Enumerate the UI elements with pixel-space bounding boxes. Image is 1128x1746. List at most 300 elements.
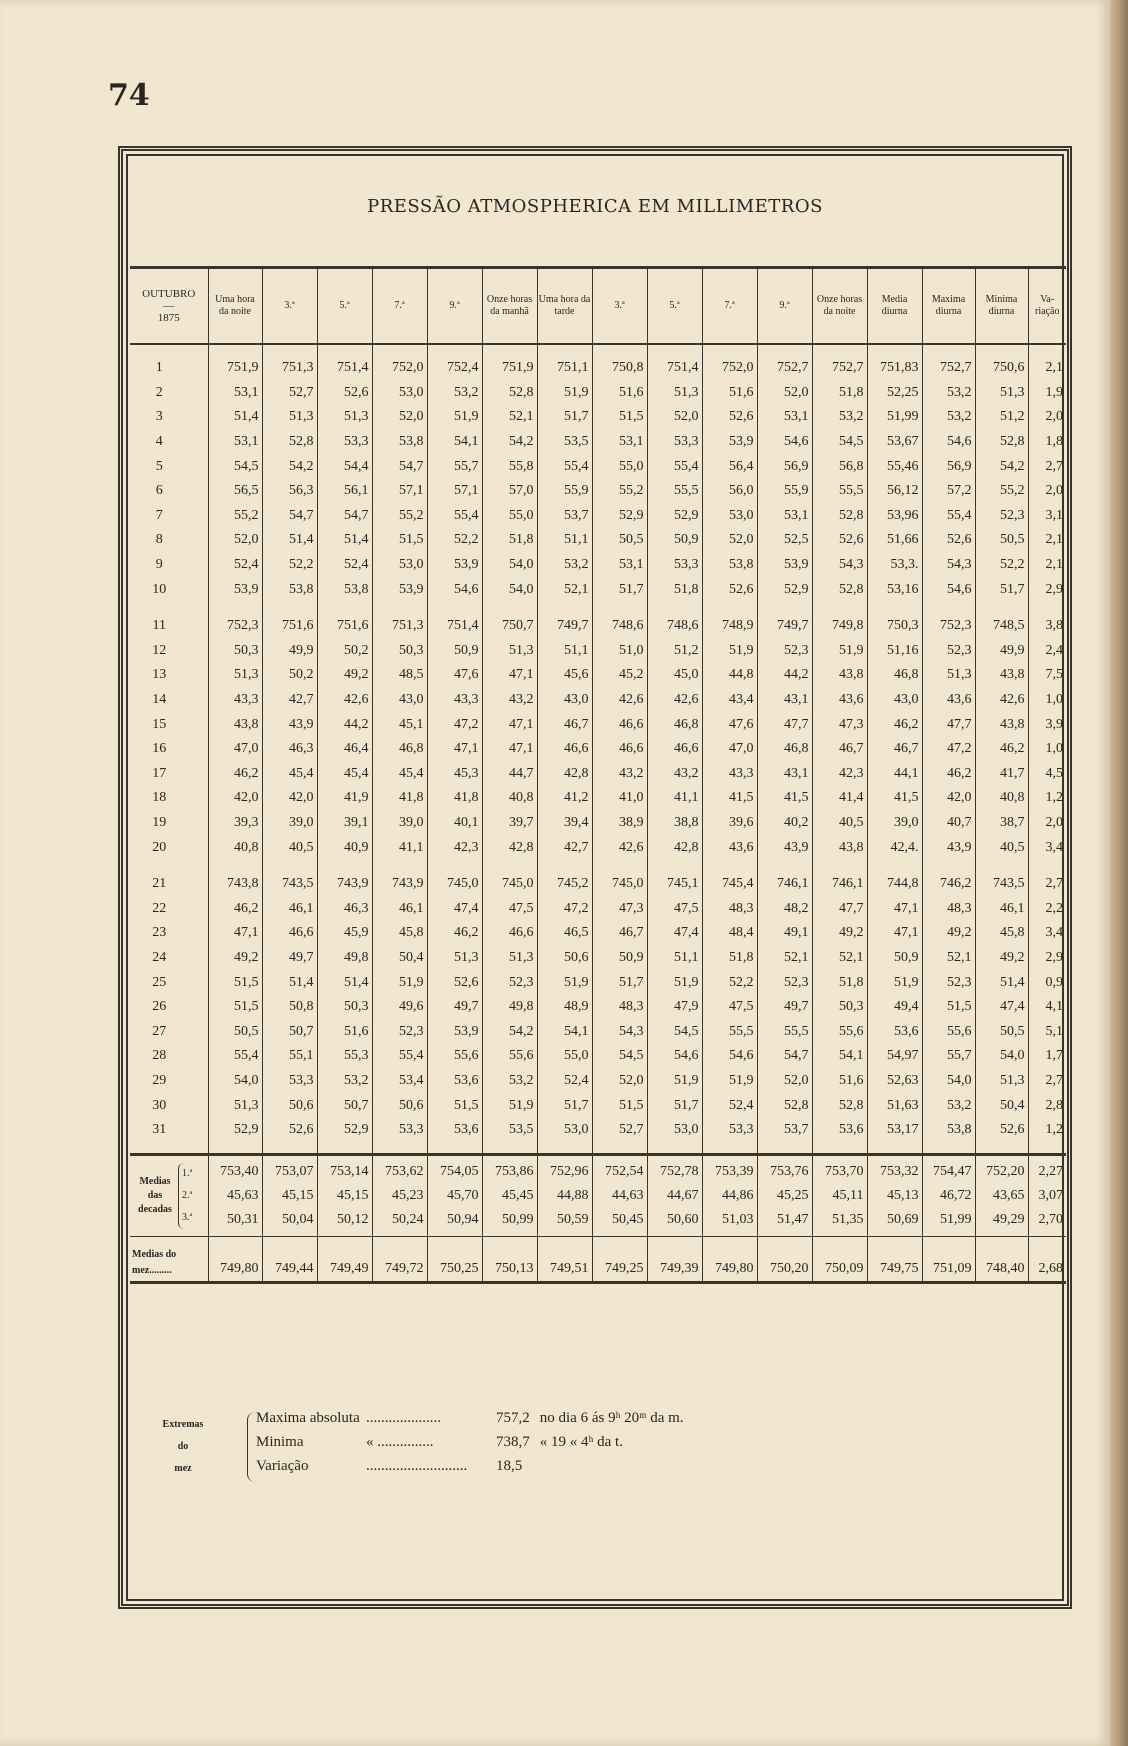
value-cell: 5,1 — [1028, 1019, 1066, 1044]
value-cell: 52,4 — [702, 1093, 757, 1118]
value-cell: 53,2 — [922, 1093, 975, 1118]
table-row — [130, 479, 1066, 504]
extrema-dots: ........................... — [366, 1458, 468, 1474]
value-cell: 49,2 — [922, 921, 975, 946]
decade-means-cell — [317, 1155, 372, 1237]
month-mean-value: 750,20 — [757, 1237, 812, 1283]
decade-means-cell — [757, 1155, 812, 1237]
value-cell: 53,6 — [427, 1069, 482, 1094]
day-cell: 13 — [152, 667, 167, 683]
value-cell: 4,1 — [1028, 995, 1066, 1020]
value-cell: 52,3 — [482, 970, 537, 995]
value-cell: 42,0 — [262, 786, 317, 811]
value-cell: 53,2 — [482, 1069, 537, 1094]
value-cell: 46,1 — [262, 896, 317, 921]
spacer-cell — [975, 344, 1028, 356]
decade-mean-value: 46,72 — [940, 1188, 972, 1204]
value-cell: 3,1 — [1028, 504, 1066, 529]
label-line: Medias — [139, 1176, 171, 1188]
spacer-cell — [317, 860, 372, 872]
month-mean-value: 750,25 — [427, 1237, 482, 1283]
decade-mean-value: 45,63 — [227, 1188, 259, 1204]
value-cell: 51,9 — [482, 1093, 537, 1118]
value-cell: 53,3. — [867, 553, 922, 578]
value-cell: 55,4 — [922, 504, 975, 529]
value-cell: 52,9 — [592, 504, 647, 529]
value-cell: 52,6 — [812, 528, 867, 553]
spacer-cell — [592, 344, 647, 356]
decade-means-cell — [975, 1155, 1028, 1237]
extrema-value: 18,5 — [496, 1458, 523, 1474]
value-cell: 43,8 — [975, 712, 1028, 737]
value-cell: 50,5 — [592, 528, 647, 553]
value-cell: 54,6 — [427, 577, 482, 602]
value-cell: 52,4 — [537, 1069, 592, 1094]
value-cell: 50,9 — [592, 946, 647, 971]
decade-means-cell — [262, 1155, 317, 1237]
value-cell: 52,8 — [812, 504, 867, 529]
value-cell: 43,4 — [702, 688, 757, 713]
spacer-cell — [262, 602, 317, 614]
value-cell: 50,3 — [317, 995, 372, 1020]
month-mean-value: 2,68 — [1028, 1237, 1066, 1283]
table-row — [130, 970, 1066, 995]
value-cell: 40,5 — [812, 811, 867, 836]
value-cell: 49,2 — [975, 946, 1028, 971]
value-cell: 41,9 — [317, 786, 372, 811]
decade-mean-value: 45,13 — [887, 1188, 919, 1204]
value-cell: 2,1 — [1028, 553, 1066, 578]
spacer-cell — [757, 1142, 812, 1155]
value-cell: 51,3 — [482, 946, 537, 971]
day-cell: 19 — [152, 814, 167, 830]
decade-label: 2.ª — [182, 1190, 193, 1202]
table-row — [130, 786, 1066, 811]
value-cell: 52,6 — [702, 577, 757, 602]
value-cell: 51,3 — [647, 381, 702, 406]
month-dash: — — [163, 300, 175, 312]
value-cell: 52,6 — [975, 1118, 1028, 1143]
value-cell: 45,6 — [537, 663, 592, 688]
decade-mean-value: 753,32 — [880, 1164, 919, 1180]
day-cell: 3 — [155, 409, 163, 425]
value-cell: 51,3 — [975, 1069, 1028, 1094]
value-cell: 47,2 — [427, 712, 482, 737]
value-cell: 51,3 — [208, 663, 262, 688]
value-cell: 51,8 — [482, 528, 537, 553]
month-mean-value: 749,39 — [647, 1237, 702, 1283]
spacer-cell — [262, 860, 317, 872]
table-row — [130, 872, 1066, 897]
value-cell: 51,5 — [427, 1093, 482, 1118]
table-row — [130, 1118, 1066, 1143]
value-cell: 1,2 — [1028, 786, 1066, 811]
column-header: 5.ª — [317, 268, 372, 345]
value-cell: 749,7 — [757, 614, 812, 639]
value-cell: 43,0 — [537, 688, 592, 713]
value-cell: 47,2 — [537, 896, 592, 921]
spacer-cell — [702, 860, 757, 872]
value-cell: 56,3 — [262, 479, 317, 504]
extrema-name: Variação — [256, 1458, 309, 1474]
column-header: 9.ª — [757, 268, 812, 345]
value-cell: 40,5 — [975, 835, 1028, 860]
value-cell: 55,7 — [427, 454, 482, 479]
table-row — [130, 896, 1066, 921]
spacer-cell — [592, 860, 647, 872]
value-cell: 54,0 — [975, 1044, 1028, 1069]
value-cell: 743,9 — [317, 872, 372, 897]
value-cell: 2,9 — [1028, 577, 1066, 602]
table-row — [130, 614, 1066, 639]
value-cell: 47,4 — [427, 896, 482, 921]
value-cell: 54,2 — [482, 1019, 537, 1044]
column-header: 5.ª — [647, 268, 702, 345]
value-cell: 43,1 — [757, 688, 812, 713]
value-cell: 49,6 — [372, 995, 427, 1020]
day-cell: 12 — [152, 642, 167, 658]
value-cell: 50,3 — [208, 639, 262, 664]
value-cell: 1,0 — [1028, 688, 1066, 713]
value-cell: 751,3 — [372, 614, 427, 639]
value-cell: 47,1 — [482, 737, 537, 762]
value-cell: 752,7 — [922, 356, 975, 381]
value-cell: 51,5 — [592, 1093, 647, 1118]
value-cell: 44,2 — [317, 712, 372, 737]
table-row — [130, 356, 1066, 381]
value-cell: 50,6 — [537, 946, 592, 971]
month-means-row — [130, 1237, 1066, 1283]
value-cell: 53,3 — [702, 1118, 757, 1143]
value-cell: 43,9 — [757, 835, 812, 860]
value-cell: 43,3 — [702, 762, 757, 787]
value-cell: 743,5 — [975, 872, 1028, 897]
value-cell: 40,9 — [317, 835, 372, 860]
value-cell: 47,3 — [592, 896, 647, 921]
value-cell: 51,7 — [975, 577, 1028, 602]
value-cell: 52,0 — [757, 1069, 812, 1094]
value-cell: 52,0 — [702, 528, 757, 553]
value-cell: 55,6 — [812, 1019, 867, 1044]
decade-mean-value: 50,60 — [667, 1212, 699, 1228]
value-cell: 52,2 — [702, 970, 757, 995]
month-header — [130, 268, 208, 345]
day-cell: 4 — [155, 434, 163, 450]
decade-means-cell — [592, 1155, 647, 1237]
decade-mean-value: 51,35 — [832, 1212, 864, 1228]
spacer-cell — [647, 344, 702, 356]
value-cell: 56,9 — [922, 454, 975, 479]
value-cell: 55,2 — [592, 479, 647, 504]
value-cell: 47,1 — [208, 921, 262, 946]
value-cell: 751,4 — [427, 614, 482, 639]
value-cell: 46,8 — [757, 737, 812, 762]
decade-mean-value: 752,54 — [605, 1164, 644, 1180]
value-cell: 48,5 — [372, 663, 427, 688]
spacer-cell — [1028, 860, 1066, 872]
value-cell: 39,7 — [482, 811, 537, 836]
spacer-cell — [867, 344, 922, 356]
decade-mean-value: 45,15 — [282, 1188, 314, 1204]
table-row — [130, 553, 1066, 578]
value-cell: 46,1 — [372, 896, 427, 921]
decade-mean-value: 50,45 — [612, 1212, 644, 1228]
value-cell: 46,8 — [647, 712, 702, 737]
value-cell: 41,5 — [757, 786, 812, 811]
table-row — [130, 504, 1066, 529]
extrema-name: Minima — [256, 1434, 304, 1450]
value-cell: 751,1 — [537, 356, 592, 381]
spacer-cell — [647, 1142, 702, 1155]
value-cell: 55,6 — [922, 1019, 975, 1044]
value-cell: 51,3 — [922, 663, 975, 688]
column-header: Uma hora da tarde — [537, 268, 592, 345]
month-mean-value: 749,75 — [867, 1237, 922, 1283]
value-cell: 55,7 — [922, 1044, 975, 1069]
value-cell: 39,6 — [702, 811, 757, 836]
column-header: Media diurna — [867, 268, 922, 345]
value-cell: 51,6 — [317, 1019, 372, 1044]
value-cell: 51,7 — [537, 1093, 592, 1118]
value-cell: 43,2 — [482, 688, 537, 713]
page-number: 74 — [108, 78, 150, 113]
value-cell: 52,3 — [922, 639, 975, 664]
month-label: OUTUBRO — [142, 288, 196, 300]
column-header: 7.ª — [372, 268, 427, 345]
column-header: 9.ª — [427, 268, 482, 345]
value-cell: 51,1 — [647, 946, 702, 971]
value-cell: 46,6 — [592, 712, 647, 737]
day-cell: 21 — [152, 876, 167, 892]
value-cell: 743,5 — [262, 872, 317, 897]
value-cell: 53,8 — [922, 1118, 975, 1143]
value-cell: 54,6 — [922, 577, 975, 602]
value-cell: 53,8 — [702, 553, 757, 578]
spacer-cell — [757, 860, 812, 872]
value-cell: 50,3 — [812, 995, 867, 1020]
value-cell: 41,4 — [812, 786, 867, 811]
decade-means-cell — [867, 1155, 922, 1237]
value-cell: 751,6 — [317, 614, 372, 639]
value-cell: 52,6 — [427, 970, 482, 995]
value-cell: 55,2 — [372, 504, 427, 529]
value-cell: 751,6 — [262, 614, 317, 639]
value-cell: 42,0 — [208, 786, 262, 811]
value-cell: 51,1 — [537, 528, 592, 553]
value-cell: 53,1 — [757, 405, 812, 430]
value-cell: 49,9 — [975, 639, 1028, 664]
spacer-row — [130, 1142, 1066, 1155]
value-cell: 42,8 — [647, 835, 702, 860]
value-cell: 52,0 — [757, 381, 812, 406]
value-cell: 56,8 — [812, 454, 867, 479]
value-cell: 53,9 — [757, 553, 812, 578]
value-cell: 50,4 — [975, 1093, 1028, 1118]
spacer-cell — [867, 1142, 922, 1155]
value-cell: 54,1 — [427, 430, 482, 455]
decade-means-cell — [208, 1155, 262, 1237]
value-cell: 47,6 — [702, 712, 757, 737]
value-cell: 40,2 — [757, 811, 812, 836]
value-cell: 2,8 — [1028, 1093, 1066, 1118]
value-cell: 52,1 — [812, 946, 867, 971]
month-mean-value: 749,51 — [537, 1237, 592, 1283]
decade-mean-value: 44,86 — [722, 1188, 754, 1204]
value-cell: 45,8 — [372, 921, 427, 946]
value-cell: 46,2 — [867, 712, 922, 737]
spacer-cell — [537, 344, 592, 356]
value-cell: 51,5 — [208, 970, 262, 995]
value-cell: 1,9 — [1028, 381, 1066, 406]
decade-mean-value: 50,04 — [282, 1212, 314, 1228]
day-cell: 8 — [155, 532, 163, 548]
spacer-cell — [372, 602, 427, 614]
spacer-cell — [208, 602, 262, 614]
value-cell: 47,5 — [482, 896, 537, 921]
spacer-cell — [922, 344, 975, 356]
value-cell: 50,5 — [208, 1019, 262, 1044]
value-cell: 42,6 — [975, 688, 1028, 713]
value-cell: 52,3 — [757, 639, 812, 664]
value-cell: 43,2 — [592, 762, 647, 787]
table-row — [130, 663, 1066, 688]
value-cell: 53,0 — [702, 504, 757, 529]
decade-mean-value: 753,76 — [770, 1164, 809, 1180]
value-cell: 55,5 — [647, 479, 702, 504]
value-cell: 55,8 — [482, 454, 537, 479]
value-cell: 751,3 — [262, 356, 317, 381]
day-cell: 28 — [152, 1048, 167, 1064]
value-cell: 52,8 — [482, 381, 537, 406]
value-cell: 46,5 — [537, 921, 592, 946]
value-cell: 2,2 — [1028, 896, 1066, 921]
month-mean-value: 749,80 — [208, 1237, 262, 1283]
value-cell: 51,3 — [427, 946, 482, 971]
value-cell: 55,5 — [812, 479, 867, 504]
value-cell: 53,1 — [208, 430, 262, 455]
decade-means-cell — [1028, 1155, 1066, 1237]
value-cell: 48,3 — [702, 896, 757, 921]
spacer-cell — [757, 602, 812, 614]
spacer-cell — [537, 1142, 592, 1155]
value-cell: 55,4 — [372, 1044, 427, 1069]
month-mean-value: 749,25 — [592, 1237, 647, 1283]
spacer-cell — [647, 602, 702, 614]
value-cell: 51,9 — [647, 970, 702, 995]
decade-mean-value: 50,59 — [557, 1212, 589, 1228]
value-cell: 54,6 — [702, 1044, 757, 1069]
column-header: Onze horas da noite — [812, 268, 867, 345]
value-cell: 54,97 — [867, 1044, 922, 1069]
value-cell: 53,3 — [372, 1118, 427, 1143]
value-cell: 40,7 — [922, 811, 975, 836]
value-cell: 52,0 — [208, 528, 262, 553]
value-cell: 745,0 — [592, 872, 647, 897]
spacer-cell — [427, 602, 482, 614]
value-cell: 49,2 — [317, 663, 372, 688]
value-cell: 47,1 — [427, 737, 482, 762]
value-cell: 42,3 — [812, 762, 867, 787]
value-cell: 746,1 — [812, 872, 867, 897]
decade-label: 1.ª — [182, 1168, 193, 1180]
month-mean-value: 750,09 — [812, 1237, 867, 1283]
value-cell: 47,2 — [922, 737, 975, 762]
spacer-cell — [592, 1142, 647, 1155]
value-cell: 55,4 — [647, 454, 702, 479]
value-cell: 52,1 — [922, 946, 975, 971]
value-cell: 748,9 — [702, 614, 757, 639]
value-cell: 53,3 — [317, 430, 372, 455]
value-cell: 52,1 — [482, 405, 537, 430]
label-line: decadas — [138, 1204, 172, 1216]
extrema-value: 757,2 — [496, 1410, 530, 1426]
value-cell: 43,9 — [262, 712, 317, 737]
value-cell: 55,9 — [537, 479, 592, 504]
spacer-cell — [482, 602, 537, 614]
decade-mean-value: 752,20 — [986, 1164, 1025, 1180]
value-cell: 51,5 — [592, 405, 647, 430]
decade-mean-value: 753,86 — [495, 1164, 534, 1180]
value-cell: 55,2 — [975, 479, 1028, 504]
value-cell: 52,7 — [592, 1118, 647, 1143]
value-cell: 745,4 — [702, 872, 757, 897]
decade-label: 3.ª — [182, 1212, 193, 1224]
value-cell: 54,5 — [208, 454, 262, 479]
value-cell: 43,8 — [812, 835, 867, 860]
spacer-cell — [482, 1142, 537, 1155]
value-cell: 54,3 — [592, 1019, 647, 1044]
decade-mean-value: 51,99 — [940, 1212, 972, 1228]
value-cell: 47,1 — [867, 896, 922, 921]
decade-means-cell — [812, 1155, 867, 1237]
spacer-cell — [317, 344, 372, 356]
value-cell: 752,7 — [812, 356, 867, 381]
value-cell: 53,2 — [537, 553, 592, 578]
label-line: das — [147, 1190, 163, 1202]
value-cell: 750,6 — [975, 356, 1028, 381]
value-cell: 45,4 — [372, 762, 427, 787]
value-cell: 56,5 — [208, 479, 262, 504]
table-row — [130, 995, 1066, 1020]
value-cell: 47,3 — [812, 712, 867, 737]
extremas-label-line: do — [177, 1441, 189, 1452]
extrema-row-var — [256, 1458, 536, 1475]
value-cell: 1,8 — [1028, 430, 1066, 455]
value-cell: 52,8 — [812, 1093, 867, 1118]
day-cell: 22 — [152, 900, 167, 916]
value-cell: 40,8 — [975, 786, 1028, 811]
value-cell: 53,8 — [372, 430, 427, 455]
value-cell: 54,4 — [317, 454, 372, 479]
table-row — [130, 835, 1066, 860]
value-cell: 41,7 — [975, 762, 1028, 787]
spacer-cell — [812, 344, 867, 356]
value-cell: 55,5 — [702, 1019, 757, 1044]
value-cell: 47,7 — [757, 712, 812, 737]
extrema-row-max — [256, 1410, 684, 1427]
column-header: 7.ª — [702, 268, 757, 345]
value-cell: 52,1 — [537, 577, 592, 602]
value-cell: 53,0 — [647, 1118, 702, 1143]
value-cell: 57,1 — [427, 479, 482, 504]
value-cell: 51,16 — [867, 639, 922, 664]
decade-mean-value: 49,29 — [993, 1212, 1025, 1228]
value-cell: 48,3 — [922, 896, 975, 921]
day-cell: 7 — [155, 507, 163, 523]
value-cell: 745,1 — [647, 872, 702, 897]
spacer-cell — [130, 1142, 208, 1155]
value-cell: 54,2 — [262, 454, 317, 479]
